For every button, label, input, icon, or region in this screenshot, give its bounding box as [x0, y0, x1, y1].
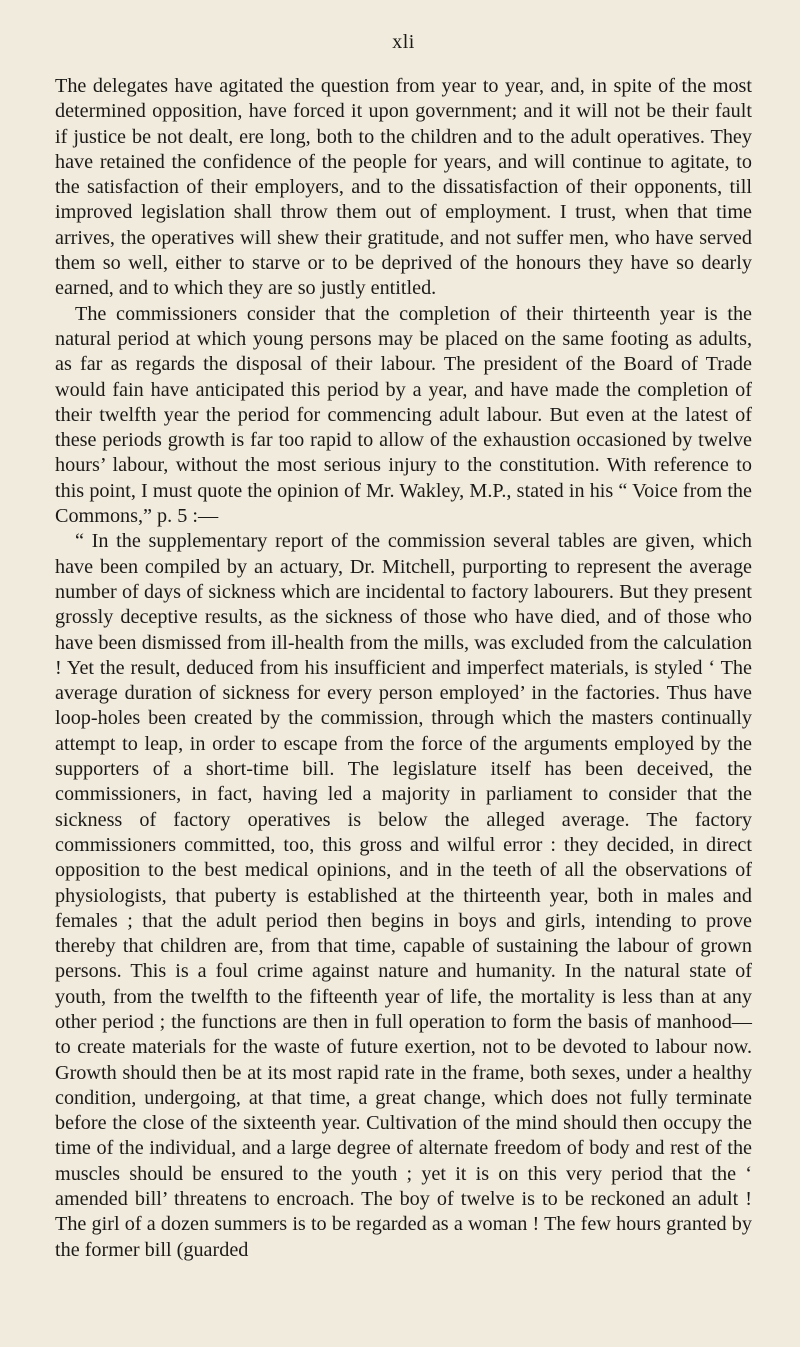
body-text [55, 74, 752, 1263]
paragraph-delegates: The delegates have agitated the question from year to year, and, in spite of the most determined opposition, have forced it upon government; and it will not be their fault if justice be not dealt, ere long, both to the children and to the adult operatives. They have retained the confidence of the people for years, and will continue to agitate, to the satisfaction of their employers, and to the dissatisfaction of their opponents, till improved legislation shall throw them out of employment. I trust, when that time arrives, the operatives will shew their gratitude, and not suffer men, who have served them so well, either to starve or to be deprived of the honours they have so dearly earned, and to which they are so justly entitled. [55, 75, 752, 300]
page-number: xli [392, 31, 415, 53]
paragraph-wakley-quote: “ In the supplementary report of the commission several tables are given, which have been compiled by an actuary, Dr. Mitchell, purporting to represent the average number of days of sickness which are incidental to factory labourers. But they present grossly deceptive results, as the sickness of those who have died, and of those who have been dismissed from ill-health from the mills, was excluded from the calculation ! Yet the result, deduced from his insufficient and imperfect materials, is styled ‘ The average duration of sickness for every person employed’ in the factories. Thus have loop-holes been created by the commission, through which the masters continually attempt to leap, in order to escape from the force of the arguments employed by the supporters of a short-time bill. The legislature itself has been deceived, the commissioners, in fact, having led a majority in parliament to consider that the sickness of factory operatives is below the alleged average. The factory commissioners committed, too, this gross and wilful error : they decided, in direct opposition to the best medical opinions, and in the teeth of all the observations of physiologists, that puberty is established at the thirteenth year, both in males and females ; that the adult period then begins in boys and girls, intending to prove thereby that children are, from that time, capable of sustaining the labour of grown persons. This is a foul crime against nature and humanity. In the natural state of youth, from the twelfth to the fifteenth year of life, the mortality is less than at any other period ; the functions are then in full operation to form the basis of manhood—to create materials for the waste of future exertion, not to be devoted to labour now. Growth should then be at its most rapid rate in the frame, both sexes, under a healthy condition, undergoing, at that time, a great change, which does not fully terminate before the close of the sixteenth year. Cultivation of the mind should then occupy the time of the individual, and a large degree of alternate freedom of body and rest of the muscles should be ensured to the youth ; yet it is on this very period that the ‘ amended bill’ threatens to encroach. The boy of twelve is to be reckoned an adult ! The girl of a dozen summers is to be regarded as a woman ! The few hours granted by the former bill (guarded [55, 530, 752, 1261]
paragraph-commissioners: The commissioners consider that the completion of their thirteenth year is the natural period at which young persons may be placed on the same footing as adults, as far as regards the disposal of their labour. The president of the Board of Trade would fain have anticipated this period by a year, and have made the completion of their twelfth year the period for commencing adult labour. But even at the latest of these periods growth is far too rapid to allow of the exhaustion occasioned by twelve hours’ labour, without the most serious injury to the constitution. With reference to this point, I must quote the opinion of Mr. Wakley, M.P., stated in his “ Voice from the Commons,” p. 5 :— [55, 302, 752, 528]
